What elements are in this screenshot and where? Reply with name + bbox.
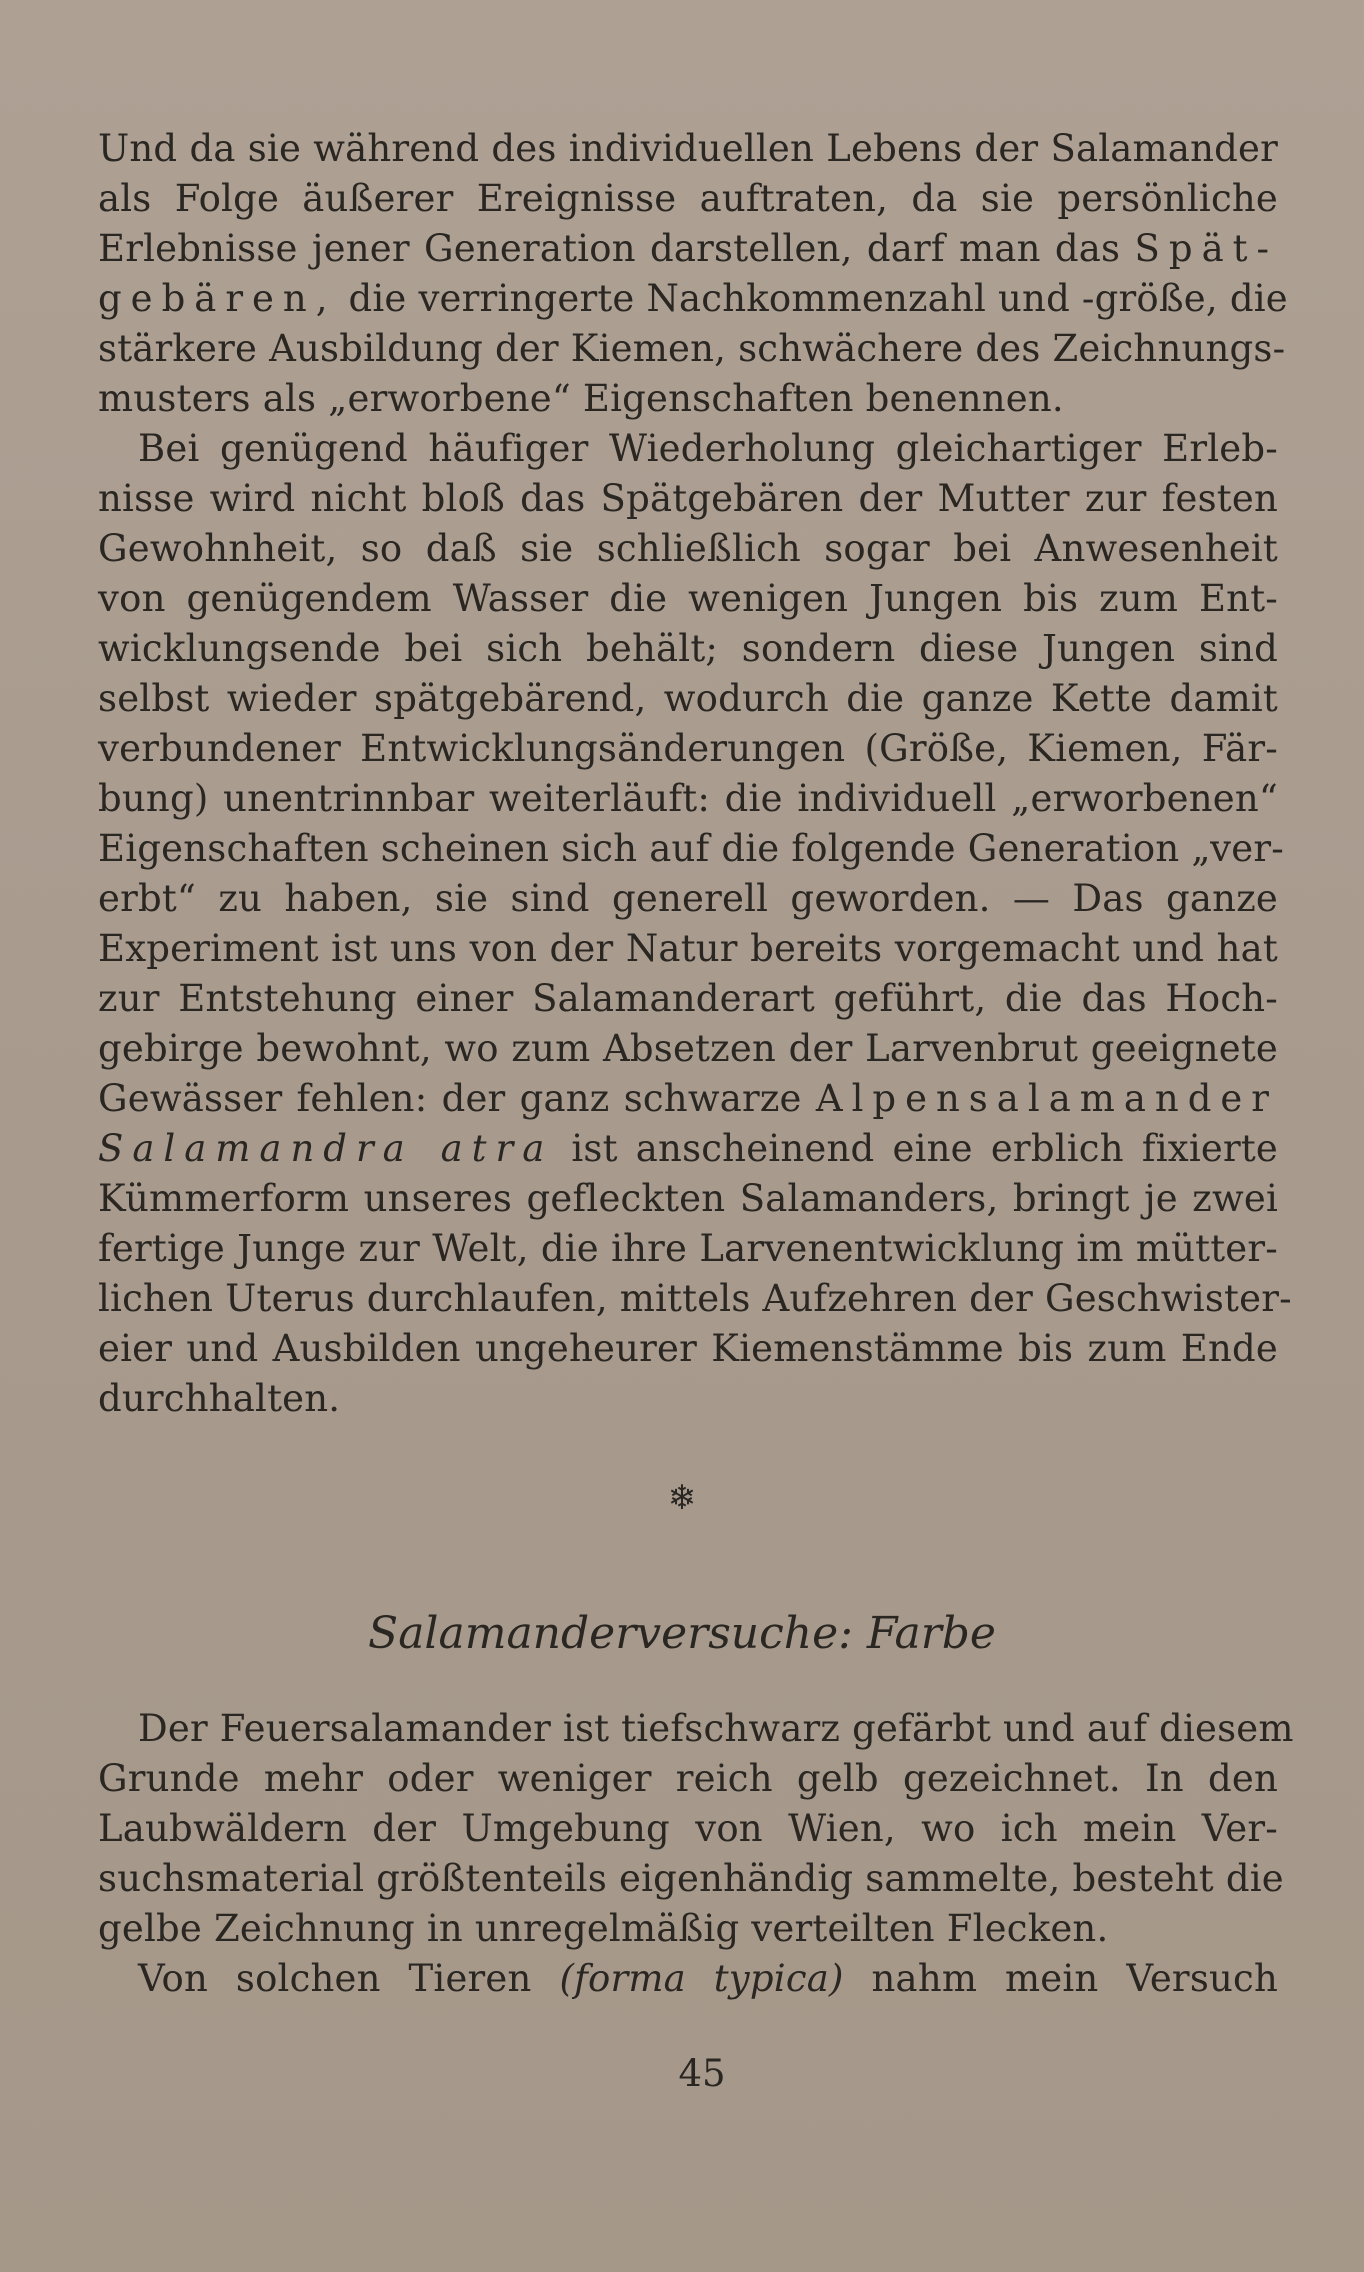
- text-line: Der Feuersalamander ist tiefschwarz gefärbt und auf diesem: [138, 1707, 1294, 1750]
- emphasized-word: Spät-: [1134, 227, 1278, 270]
- text-line: [138, 1954, 1278, 2004]
- text-line: zur Entstehung einer Salamanderart geführt, die das Hoch-: [98, 977, 1278, 1020]
- text-line: Bei genügend häufiger Wiederholung gleichartiger Erleb-: [138, 427, 1278, 470]
- text-line: als Folge äußerer Ereignisse auftraten, da sie persönliche: [98, 177, 1278, 220]
- text-line: wicklungsende bei sich behält; sondern diese Jungen sind: [98, 627, 1278, 670]
- text-line: musters als „erworbene“ Eigenschaften benennen.: [98, 377, 1064, 420]
- text-segment: ist anscheinend eine erblich fixierte: [571, 1127, 1278, 1170]
- text-line: gelbe Zeichnung in unregelmäßig verteilten Flecken.: [98, 1907, 1109, 1950]
- species-name: Salamandra atra: [98, 1127, 554, 1170]
- text-line: [98, 274, 1288, 324]
- text-line: suchsmaterial größtenteils eigenhändig sammelte, besteht die: [98, 1857, 1284, 1900]
- text-line: stärkere Ausbildung der Kiemen, schwächere des Zeichnungs-: [98, 327, 1286, 370]
- text-segment: Gewässer fehlen: der ganz schwarze: [98, 1077, 802, 1120]
- text-segment: nahm mein Versuch: [871, 1957, 1278, 2000]
- text-line: verbundener Entwicklungsänderungen (Größe, Kiemen, Fär-: [98, 727, 1278, 770]
- page-number: 45: [678, 2052, 726, 2095]
- text-line: Kümmerform unseres gefleckten Salamanders, bringt je zwei: [98, 1177, 1278, 1220]
- text-segment: Erlebnisse jener Generation darstellen, darf man das: [98, 227, 1121, 270]
- emphasized-word: gebären,: [98, 277, 337, 320]
- text-line: durchhalten.: [98, 1377, 341, 1420]
- text-line: bung) unentrinnbar weiterläuft: die individuell „erworbenen“: [98, 777, 1278, 820]
- text-line: Und da sie während des individuellen Lebens der Salamander: [98, 127, 1278, 170]
- text-line: von genügendem Wasser die wenigen Jungen bis zum Ent-: [98, 577, 1278, 620]
- text-line: Gewohnheit, so daß sie schließlich sogar bei Anwesenheit: [98, 527, 1278, 570]
- text-line: [98, 1074, 1278, 1124]
- text-segment: Von solchen Tieren: [138, 1957, 532, 2000]
- text-line: Laubwäldern der Umgebung von Wien, wo ich mein Ver-: [98, 1807, 1278, 1850]
- text-line: erbt“ zu haben, sie sind generell geworden. — Das ganze: [98, 877, 1278, 920]
- text-line: Grunde mehr oder weniger reich gelb gezeichnet. In den: [98, 1757, 1278, 1800]
- text-segment: die verringerte Nachkommenzahl und -größe, die: [348, 277, 1288, 320]
- text-line: Experiment ist uns von der Natur bereits vorgemacht und hat: [98, 927, 1278, 970]
- text-line: [98, 224, 1278, 274]
- emphasized-word: Alpensalamander: [815, 1077, 1278, 1120]
- section-ornament: ❄: [667, 1478, 697, 1518]
- text-line: gebirge bewohnt, wo zum Absetzen der Larvenbrut geeignete: [98, 1027, 1278, 1070]
- latin-term: (forma typica): [559, 1957, 844, 2000]
- section-heading: Salamanderversuche: Farbe: [368, 1608, 996, 1659]
- text-line: Eigenschaften scheinen sich auf die folgende Generation „ver-: [98, 827, 1284, 870]
- text-line: [98, 1124, 1278, 1174]
- text-line: eier und Ausbilden ungeheurer Kiemenstämme bis zum Ende: [98, 1327, 1278, 1370]
- text-line: lichen Uterus durchlaufen, mittels Aufzehren der Geschwister-: [98, 1277, 1292, 1320]
- text-line: fertige Junge zur Welt, die ihre Larvenentwicklung im mütter-: [98, 1227, 1278, 1270]
- text-line: selbst wieder spätgebärend, wodurch die ganze Kette damit: [98, 677, 1278, 720]
- text-line: nisse wird nicht bloß das Spätgebären der Mutter zur festen: [98, 477, 1278, 520]
